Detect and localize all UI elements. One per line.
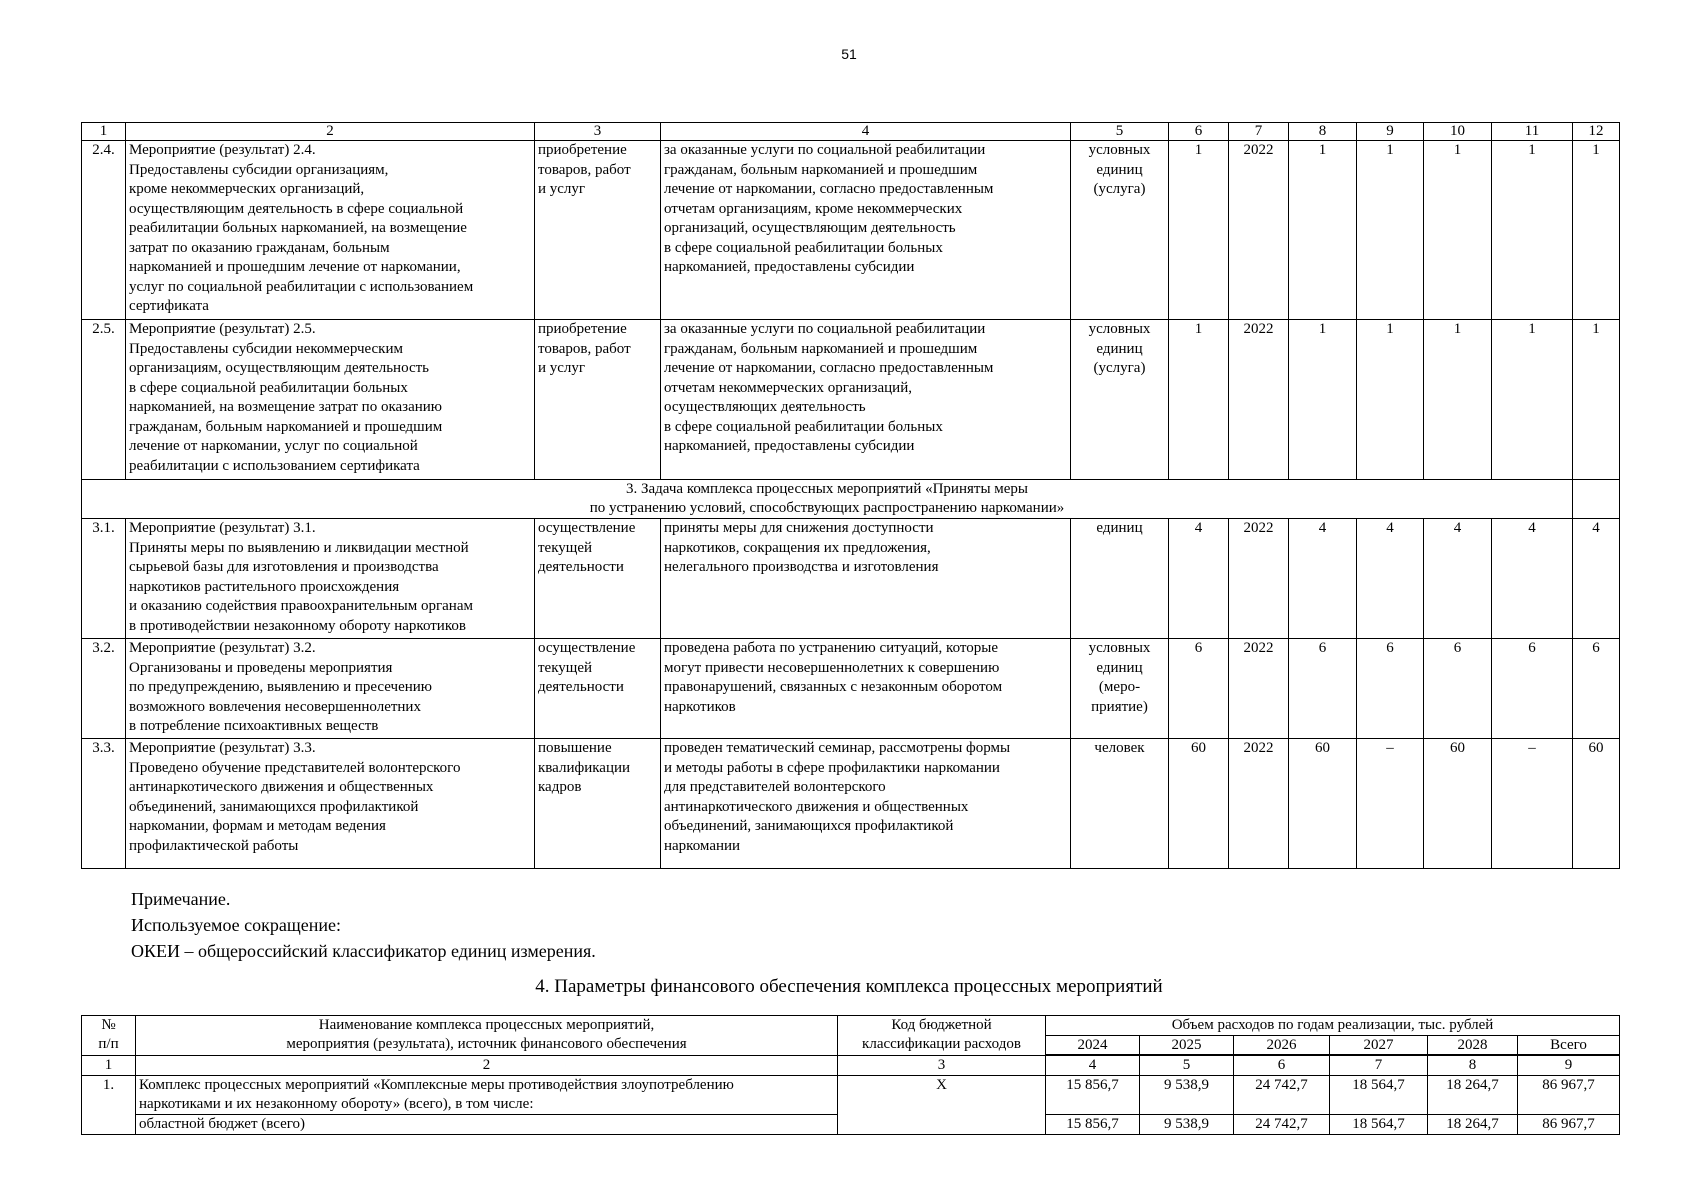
column-number: 9: [1357, 123, 1424, 141]
row-activity-type: приобретение товаров, работ и услуг: [535, 320, 661, 480]
row-value: 2022: [1229, 739, 1289, 869]
row-unit: условных единиц (услуга): [1071, 320, 1169, 480]
header-year: 2027: [1330, 1035, 1428, 1055]
row-activity-type: осуществление текущей деятельности: [535, 639, 661, 739]
row-value: 24 742,7: [1234, 1075, 1330, 1114]
row-value: 6: [1492, 639, 1573, 739]
row-value: 2022: [1229, 639, 1289, 739]
column-number: 1: [82, 1055, 136, 1075]
row-activity-type: осуществление текущей деятельности: [535, 519, 661, 639]
row-value: 2022: [1229, 320, 1289, 480]
table-row: [82, 739, 1620, 869]
row-value: 60: [1573, 739, 1620, 869]
header-num: № п/п: [82, 1016, 136, 1056]
note-title: Примечание.: [131, 889, 231, 909]
row-activity-name: Мероприятие (результат) 3.2. Организованы и проведены мероприятия по предупреждению, выявлению и пресечению возможного вовлечения несовершеннолетних в потребление психоактивных веществ: [126, 639, 535, 739]
column-number: 4: [1046, 1055, 1140, 1075]
row-value: 6: [1573, 639, 1620, 739]
financing-table: [81, 1015, 1620, 1135]
row-value: 4: [1289, 519, 1357, 639]
row-value: 1: [1289, 141, 1357, 320]
table-row: [82, 519, 1620, 639]
column-number: 7: [1229, 123, 1289, 141]
row-result-description: за оказанные услуги по социальной реабилитации гражданам, больным наркоманией и прошедшим лечение от наркомании, согласно предоставленным отчетам некоммерческих организаций, осуществляющих деятельность в сфере социальной реабилитации больных наркоманией, предоставлены субсидии: [661, 320, 1071, 480]
row-budget-code: Х: [838, 1075, 1046, 1134]
column-number: 8: [1289, 123, 1357, 141]
table-column-numbers: [82, 123, 1620, 141]
table-row: [82, 141, 1620, 320]
row-value: 6: [1169, 639, 1229, 739]
column-number: 9: [1518, 1055, 1620, 1075]
note-abbreviation-label: Используемое сокращение:: [131, 915, 341, 935]
header-year: 2026: [1234, 1035, 1330, 1055]
column-number: 5: [1140, 1055, 1234, 1075]
column-number: 7: [1330, 1055, 1428, 1075]
column-number: 5: [1071, 123, 1169, 141]
row-result-description: проведен тематический семинар, рассмотрены формы и методы работы в сфере профилактики наркомании для представителей волонтерского антинаркотического движения и общественных объединений, занимающихся профилактикой наркомании: [661, 739, 1071, 869]
row-value: 4: [1169, 519, 1229, 639]
header-year: 2028: [1428, 1035, 1518, 1055]
task-heading-row: [82, 480, 1620, 519]
row-result-description: за оказанные услуги по социальной реабилитации гражданам, больным наркоманией и прошедшим лечение от наркомании, согласно предоставленным отчетам организациям, кроме некоммерческих организаций, осуществляющим деятельность в сфере социальной реабилитации больных наркоманией, предоставлены субсидии: [661, 141, 1071, 320]
row-unit: условных единиц (услуга): [1071, 141, 1169, 320]
row-number: 2.5.: [82, 320, 126, 480]
row-value: 18 264,7: [1428, 1114, 1518, 1134]
column-number: 2: [136, 1055, 838, 1075]
row-value: 15 856,7: [1046, 1114, 1140, 1134]
row-value: 6: [1357, 639, 1424, 739]
row-name: Комплекс процессных мероприятий «Комплексные меры противодействия злоупотреблению наркотиками и их незаконному обороту» (всего), в том числе:: [136, 1075, 838, 1114]
row-value: –: [1492, 739, 1573, 869]
row-unit: человек: [1071, 739, 1169, 869]
header-budget-code: Код бюджетной классификации расходов: [838, 1016, 1046, 1056]
row-activity-name: Мероприятие (результат) 3.3. Проведено обучение представителей волонтерского антинаркотического движения и общественных объединений, занимающихся профилактикой наркомании, формам и методам ведения профилактической работы: [126, 739, 535, 869]
row-value: 86 967,7: [1518, 1114, 1620, 1134]
row-result-description: проведена работа по устранению ситуаций, которые могут привести несовершеннолетних к совершению правонарушений, связанных с незаконным оборотом наркотиков: [661, 639, 1071, 739]
row-value: 24 742,7: [1234, 1114, 1330, 1134]
column-number: 3: [535, 123, 661, 141]
column-number: 12: [1573, 123, 1620, 141]
row-value: 4: [1357, 519, 1424, 639]
row-value: 18 564,7: [1330, 1114, 1428, 1134]
row-value: 15 856,7: [1046, 1075, 1140, 1114]
row-value: 9 538,9: [1140, 1075, 1234, 1114]
row-name: областной бюджет (всего): [136, 1114, 838, 1134]
row-value: 2022: [1229, 519, 1289, 639]
row-value: 18 564,7: [1330, 1075, 1428, 1114]
header-year: 2025: [1140, 1035, 1234, 1055]
row-value: 1: [1424, 320, 1492, 480]
row-value: 1: [1169, 141, 1229, 320]
row-value: 1: [1492, 141, 1573, 320]
row-value: –: [1357, 739, 1424, 869]
row-value: 1: [1357, 141, 1424, 320]
row-unit: условных единиц (меро- приятие): [1071, 639, 1169, 739]
row-value: 4: [1492, 519, 1573, 639]
column-number: 11: [1492, 123, 1573, 141]
row-value: 1: [1573, 141, 1620, 320]
row-value: 1: [1169, 320, 1229, 480]
column-number: 4: [661, 123, 1071, 141]
row-number: 3.2.: [82, 639, 126, 739]
column-number: 3: [838, 1055, 1046, 1075]
header-volume: Объем расходов по годам реализации, тыс. рублей: [1046, 1016, 1620, 1036]
row-activity-name: Мероприятие (результат) 3.1. Приняты меры по выявлению и ликвидации местной сырьевой базы для изготовления и производства наркотиков растительного происхождения и оказанию содействия правоохранительным органам в противодействии незаконному обороту наркотиков: [126, 519, 535, 639]
row-number: 1.: [82, 1075, 136, 1134]
row-value: 4: [1424, 519, 1492, 639]
row-value: 9 538,9: [1140, 1114, 1234, 1134]
header-name: Наименование комплекса процессных мероприятий, мероприятия (результата), источник финансового обеспечения: [136, 1016, 838, 1056]
table-row: [82, 320, 1620, 480]
table-row: [82, 1075, 1620, 1114]
column-number: 2: [126, 123, 535, 141]
row-value: 60: [1169, 739, 1229, 869]
column-number: 6: [1169, 123, 1229, 141]
row-value: 2022: [1229, 141, 1289, 320]
row-value: 6: [1289, 639, 1357, 739]
column-number: 10: [1424, 123, 1492, 141]
row-value: 1: [1357, 320, 1424, 480]
indicators-table: [81, 122, 1620, 869]
row-value: 1: [1573, 320, 1620, 480]
section-title: 4. Параметры финансового обеспечения комплекса процессных мероприятий: [535, 976, 1163, 997]
row-value: 1: [1289, 320, 1357, 480]
column-number: 8: [1428, 1055, 1518, 1075]
row-activity-type: повышение квалификации кадров: [535, 739, 661, 869]
row-value: 1: [1424, 141, 1492, 320]
row-value: 86 967,7: [1518, 1075, 1620, 1114]
row-number: 2.4.: [82, 141, 126, 320]
row-value: 60: [1289, 739, 1357, 869]
row-value: 60: [1424, 739, 1492, 869]
column-number: 6: [1234, 1055, 1330, 1075]
note-abbreviation-okei: ОКЕИ – общероссийский классификатор единиц измерения.: [131, 941, 596, 961]
row-activity-type: приобретение товаров, работ и услуг: [535, 141, 661, 320]
row-value: 6: [1424, 639, 1492, 739]
row-activity-name: Мероприятие (результат) 2.5. Предоставлены субсидии некоммерческим организациям, осуществляющим деятельность в сфере социальной реабилитации больных наркоманией, на возмещение затрат по оказанию гражданам, больным наркоманией и прошедшим лечение от наркомании, услуг по социальной реабилитации с использованием сертификата: [126, 320, 535, 480]
table-row: [82, 639, 1620, 739]
row-result-description: приняты меры для снижения доступности наркотиков, сокращения их предложения, нелегального производства и изготовления: [661, 519, 1071, 639]
header-year: 2024: [1046, 1035, 1140, 1055]
row-value: 1: [1492, 320, 1573, 480]
task-heading-empty-cell: [1573, 480, 1620, 519]
column-number: 1: [82, 123, 126, 141]
row-number: 3.3.: [82, 739, 126, 869]
task-heading: 3. Задача комплекса процессных мероприятий «Приняты меры по устранению условий, способствующих распространению наркомании»: [82, 480, 1573, 519]
row-value: 18 264,7: [1428, 1075, 1518, 1114]
row-activity-name: Мероприятие (результат) 2.4. Предоставлены субсидии организациям, кроме некоммерческих организаций, осуществляющим деятельность в сфере социальной реабилитации больных наркоманией, на возмещение затрат по оказанию гражданам, больным наркоманией и прошедшим лечение от наркомании, услуг по социальной реабилитации с использованием сертификата: [126, 141, 535, 320]
row-value: 4: [1573, 519, 1620, 639]
page-number: 51: [841, 46, 857, 62]
row-unit: единиц: [1071, 519, 1169, 639]
row-number: 3.1.: [82, 519, 126, 639]
header-total: Всего: [1518, 1035, 1620, 1055]
